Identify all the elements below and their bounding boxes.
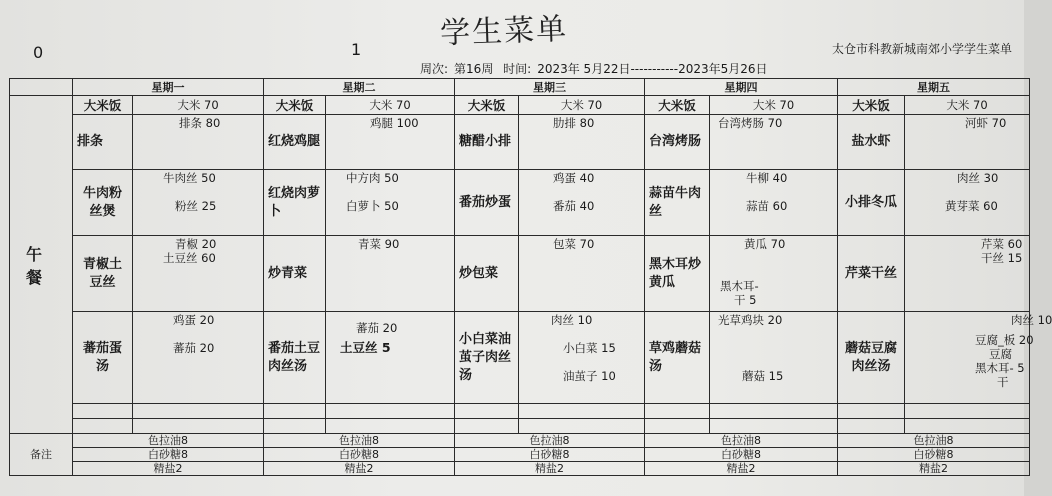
rice-dish: 大米饭 bbox=[73, 96, 133, 115]
ingredients bbox=[710, 236, 838, 312]
day-header-mon: 星期一 bbox=[73, 79, 264, 96]
condiment-row-salt bbox=[10, 462, 1030, 476]
ingredient: 牛肉丝 50 bbox=[163, 171, 216, 185]
blank-cell bbox=[133, 419, 264, 434]
ingredient: 蕃茄 20 bbox=[173, 341, 215, 355]
ingredient: 干 bbox=[997, 375, 1009, 389]
blank-cell bbox=[264, 419, 326, 434]
condiment: 精盐2 bbox=[264, 462, 455, 476]
blank-cell bbox=[455, 419, 519, 434]
dish-row-4 bbox=[10, 312, 1030, 404]
ingredient: 中方肉 50 bbox=[346, 171, 399, 185]
ingredients bbox=[133, 115, 264, 170]
ingredient: 包菜 70 bbox=[553, 237, 595, 251]
dish-name: 番茄炒蛋 bbox=[455, 170, 519, 236]
dish-name: 青椒土豆丝 bbox=[73, 236, 133, 312]
rice-dish: 大米饭 bbox=[838, 96, 905, 115]
handwritten-title: 学生菜单 bbox=[439, 11, 569, 52]
condiment: 白砂糖8 bbox=[645, 448, 838, 462]
day-header-fri: 星期五 bbox=[838, 79, 1030, 96]
rice-row bbox=[10, 96, 1030, 115]
blank-cell bbox=[519, 419, 645, 434]
ingredients bbox=[905, 115, 1030, 170]
ingredients bbox=[519, 236, 645, 312]
ingredients bbox=[710, 312, 838, 404]
ingredient-gap bbox=[346, 185, 452, 199]
ingredients bbox=[133, 170, 264, 236]
ingredient: 油茧子 10 bbox=[563, 369, 616, 383]
blank-cell bbox=[710, 404, 838, 419]
ingredient: 青椒 20 bbox=[175, 237, 217, 251]
rice-ingredient: 大米 70 bbox=[710, 96, 838, 115]
ingredient-gap bbox=[746, 185, 835, 199]
ingredient: 蘑菇 15 bbox=[742, 369, 784, 383]
blank-cell bbox=[326, 404, 455, 419]
dish-name: 蘑菇豆腐肉丝汤 bbox=[838, 312, 905, 404]
ingredient: 蕃茄 20 bbox=[356, 321, 398, 335]
ingredient-gap bbox=[340, 313, 452, 321]
blank-cell bbox=[838, 419, 905, 434]
ingredient: 干 5 bbox=[734, 293, 757, 307]
rice-ingredient: 大米 70 bbox=[133, 96, 264, 115]
dish-name: 芹菜干丝 bbox=[838, 236, 905, 312]
condiment: 色拉油8 bbox=[73, 434, 264, 448]
ingredient: 青菜 90 bbox=[358, 237, 400, 251]
ingredients bbox=[710, 170, 838, 236]
blank-cell bbox=[905, 419, 1030, 434]
condiment: 色拉油8 bbox=[838, 434, 1030, 448]
condiment: 精盐2 bbox=[645, 462, 838, 476]
rice-dish: 大米饭 bbox=[455, 96, 519, 115]
week-label: 周次: bbox=[420, 62, 449, 76]
ingredient-gap bbox=[163, 185, 261, 199]
ingredient: 牛柳 40 bbox=[746, 171, 788, 185]
ingredients bbox=[519, 115, 645, 170]
dish-name: 红烧肉萝卜 bbox=[264, 170, 326, 236]
page-number-mid: 1 bbox=[351, 40, 362, 59]
ingredients bbox=[326, 312, 455, 404]
rice-ingredient: 大米 70 bbox=[519, 96, 645, 115]
blank-cell bbox=[645, 404, 710, 419]
condiment: 色拉油8 bbox=[264, 434, 455, 448]
dish-name: 台湾烤肠 bbox=[645, 115, 710, 170]
ingredient: 白萝卜 50 bbox=[346, 199, 399, 213]
ingredient: 小白菜 15 bbox=[563, 341, 616, 355]
time-label: 时间: bbox=[503, 62, 532, 76]
ingredients bbox=[519, 170, 645, 236]
ingredients bbox=[326, 115, 455, 170]
meal-label: 午 餐 bbox=[10, 96, 73, 434]
dish-name: 黑木耳炒黄瓜 bbox=[645, 236, 710, 312]
dish-name: 小排冬瓜 bbox=[838, 170, 905, 236]
day-header-row bbox=[10, 79, 1030, 96]
dish-row-2 bbox=[10, 170, 1030, 236]
condiment: 色拉油8 bbox=[645, 434, 838, 448]
ingredients bbox=[710, 115, 838, 170]
dish-name: 小白菜油茧子肉丝汤 bbox=[455, 312, 519, 404]
blank-cell bbox=[455, 404, 519, 419]
ingredients bbox=[519, 312, 645, 404]
ingredient-gap bbox=[553, 185, 642, 199]
ingredient: 鸡蛋 20 bbox=[173, 313, 215, 327]
blank-cell bbox=[133, 404, 264, 419]
ingredient: 肉丝 10 bbox=[1011, 313, 1052, 327]
blank-row bbox=[10, 419, 1030, 434]
dish-name: 蕃茄蛋汤 bbox=[73, 312, 133, 404]
ingredient-gap bbox=[720, 251, 835, 279]
blank-cell bbox=[645, 419, 710, 434]
ingredient-gap bbox=[718, 327, 835, 369]
ingredient-gap bbox=[549, 355, 642, 369]
blank-cell bbox=[519, 404, 645, 419]
rice-ingredient: 大米 70 bbox=[905, 96, 1030, 115]
dish-name: 糖醋小排 bbox=[455, 115, 519, 170]
condiment: 精盐2 bbox=[73, 462, 264, 476]
dish-name: 蒜苗牛肉丝 bbox=[645, 170, 710, 236]
menu-table bbox=[9, 78, 1052, 476]
ingredient: 土豆丝 5 bbox=[340, 340, 391, 355]
ingredient: 芹菜 60 bbox=[981, 237, 1023, 251]
ingredient: 黄瓜 70 bbox=[744, 237, 786, 251]
day-header-thu: 星期四 bbox=[645, 79, 838, 96]
condiment: 色拉油8 bbox=[455, 434, 645, 448]
ingredient: 土豆丝 60 bbox=[163, 251, 216, 265]
condiment: 白砂糖8 bbox=[73, 448, 264, 462]
ingredient: 排条 80 bbox=[179, 116, 221, 130]
school-name: 太仓市科教新城南郊小学学生菜单 bbox=[832, 42, 1013, 56]
dish-name: 草鸡蘑菇汤 bbox=[645, 312, 710, 404]
dish-name: 炒青菜 bbox=[264, 236, 326, 312]
dish-row-3 bbox=[10, 236, 1030, 312]
ingredients bbox=[133, 236, 264, 312]
dish-name: 排条 bbox=[73, 115, 133, 170]
blank-cell bbox=[264, 404, 326, 419]
dish-row-1 bbox=[10, 115, 1030, 170]
ingredient: 肉丝 10 bbox=[551, 313, 593, 327]
page-number-left: 0 bbox=[33, 43, 44, 62]
week-line bbox=[420, 60, 774, 77]
blank-cell bbox=[73, 419, 133, 434]
ingredient-gap bbox=[945, 185, 1027, 199]
ingredient: 豆腐 bbox=[989, 347, 1012, 361]
ingredient: 肋排 80 bbox=[553, 116, 595, 130]
blank-cell bbox=[710, 419, 838, 434]
dish-name: 炒包菜 bbox=[455, 236, 519, 312]
ingredient: 干丝 15 bbox=[981, 251, 1023, 265]
ingredient: 豆腐_板 20 bbox=[975, 333, 1034, 347]
condiment-row-oil bbox=[10, 434, 1030, 448]
time-value: 2023年 5月22日-----------2023年5月26日 bbox=[537, 62, 768, 76]
ingredients bbox=[133, 312, 264, 404]
condiment: 白砂糖8 bbox=[264, 448, 455, 462]
blank-row bbox=[10, 404, 1030, 419]
ingredients bbox=[905, 236, 1030, 312]
dish-name: 番茄土豆肉丝汤 bbox=[264, 312, 326, 404]
ingredient: 粉丝 25 bbox=[175, 199, 217, 213]
condiment: 精盐2 bbox=[455, 462, 645, 476]
blank-cell bbox=[326, 419, 455, 434]
blank-cell bbox=[73, 404, 133, 419]
ingredient-gap bbox=[173, 327, 261, 341]
ingredient: 番茄 40 bbox=[553, 199, 595, 213]
notes-label: 备注 bbox=[10, 434, 73, 476]
ingredients bbox=[905, 170, 1030, 236]
ingredients bbox=[326, 170, 455, 236]
blank-cell bbox=[838, 404, 905, 419]
condiment-row-sugar bbox=[10, 448, 1030, 462]
dish-name: 盐水虾 bbox=[838, 115, 905, 170]
day-header-tue: 星期二 bbox=[264, 79, 455, 96]
ingredient: 台湾烤肠 70 bbox=[718, 116, 783, 130]
ingredient: 黄芽菜 60 bbox=[945, 199, 998, 213]
dish-name: 牛肉粉丝煲 bbox=[73, 170, 133, 236]
ingredient: 黑木耳- 5 bbox=[975, 361, 1025, 375]
ingredient: 黑木耳- bbox=[720, 279, 759, 293]
rice-dish: 大米饭 bbox=[264, 96, 326, 115]
dish-name: 红烧鸡腿 bbox=[264, 115, 326, 170]
rice-ingredient: 大米 70 bbox=[326, 96, 455, 115]
ingredient-gap bbox=[549, 327, 642, 341]
condiment: 白砂糖8 bbox=[838, 448, 1030, 462]
ingredient: 蒜苗 60 bbox=[746, 199, 788, 213]
corner-cell bbox=[10, 79, 73, 96]
ingredient: 鸡蛋 40 bbox=[553, 171, 595, 185]
ingredient: 鸡腿 100 bbox=[370, 116, 419, 130]
ingredients bbox=[326, 236, 455, 312]
condiment: 精盐2 bbox=[838, 462, 1030, 476]
ingredient: 光草鸡块 20 bbox=[718, 313, 783, 327]
day-header-wed: 星期三 bbox=[455, 79, 645, 96]
ingredients bbox=[905, 312, 1052, 404]
week-value: 第16周 bbox=[454, 62, 494, 76]
ingredient: 河虾 70 bbox=[965, 116, 1007, 130]
condiment: 白砂糖8 bbox=[455, 448, 645, 462]
rice-dish: 大米饭 bbox=[645, 96, 710, 115]
ingredient: 肉丝 30 bbox=[957, 171, 999, 185]
blank-cell bbox=[905, 404, 1030, 419]
